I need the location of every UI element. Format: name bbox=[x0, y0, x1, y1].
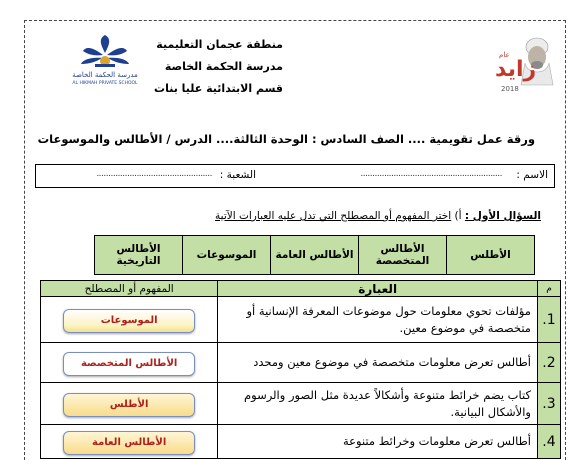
school-name: مدرسة الحكمة الخاصة bbox=[164, 60, 283, 73]
answer-box[interactable]: الأطالس المتخصصة bbox=[63, 352, 195, 376]
student-info-box bbox=[35, 164, 555, 188]
row-number: 2. bbox=[537, 343, 560, 383]
row-statement: أطالس تعرض معلومات متخصصة في موضوع معين ومحدد bbox=[218, 343, 538, 383]
answer-cell bbox=[41, 383, 218, 425]
row-statement: مؤلفات تحوي معلومات حول موضوعات المعرفة الإنسانية أو متخصصة في موضوع معين. bbox=[218, 297, 538, 343]
question-line bbox=[165, 210, 541, 222]
question-label: السؤال الأول : bbox=[464, 210, 541, 222]
word-bank-item: الأطلس bbox=[446, 236, 534, 274]
year-of-zayed-logo bbox=[497, 29, 561, 95]
answer-box[interactable]: الموسوعات bbox=[63, 309, 195, 333]
header-num: م bbox=[537, 281, 560, 297]
zayed-small-word: عام bbox=[499, 51, 510, 59]
table-row bbox=[41, 297, 561, 343]
answer-cell bbox=[41, 425, 218, 459]
page-title: ورقة عمل تقويمية .... الصف السادس : الوحدة الثالثة.... الدرس / الأطالس والموسوعات bbox=[37, 132, 535, 146]
row-number: 3. bbox=[537, 383, 560, 425]
department-name: قسم الابتدائية عليا بنات bbox=[154, 82, 283, 95]
table-row bbox=[41, 425, 561, 459]
question-instruction: اختر المفهوم أو المصطلح التي تدل عليه العبارات الآتية bbox=[215, 210, 452, 222]
word-bank bbox=[94, 235, 535, 275]
school-logo-english: AL HIKMAH PRIVATE SCHOOL bbox=[72, 81, 138, 86]
word-bank-item: الأطالس العامة bbox=[270, 236, 358, 274]
zayed-year: 2018 bbox=[501, 85, 519, 93]
header-term: المفهوم أو المصطلح bbox=[41, 281, 218, 297]
word-bank-item: الأطالس المتخصصة bbox=[358, 236, 446, 274]
region-name: منطقة عجمان التعليمية bbox=[156, 38, 283, 51]
row-number: 4. bbox=[537, 425, 560, 459]
table-row bbox=[41, 383, 561, 425]
section-label: الشعبة : bbox=[219, 169, 256, 181]
name-label: الاسم : bbox=[516, 169, 548, 181]
table-header-row bbox=[41, 281, 561, 297]
name-field[interactable]: ............................................................ bbox=[360, 169, 502, 179]
school-logo-arabic: مدرسة الحكمة الخاصة bbox=[72, 71, 138, 79]
row-number: 1. bbox=[537, 297, 560, 343]
worksheet-page bbox=[24, 20, 566, 460]
table-row bbox=[41, 343, 561, 383]
answer-cell bbox=[41, 297, 218, 343]
word-bank-item: الأطالس التاريخية bbox=[95, 236, 182, 274]
zayed-word: زايد bbox=[495, 57, 537, 82]
row-statement: أطالس تعرض معلومات وخرائط متنوعة bbox=[218, 425, 538, 459]
questions-table bbox=[40, 280, 561, 459]
question-part: أ) bbox=[454, 210, 462, 222]
header-statement: العبارة bbox=[218, 281, 538, 297]
answer-box[interactable]: الأطالس العامة bbox=[63, 431, 195, 455]
section-field[interactable]: ................................................. bbox=[96, 169, 212, 179]
answer-cell bbox=[41, 343, 218, 383]
answer-box[interactable]: الأطلس bbox=[63, 393, 195, 417]
word-bank-item: الموسوعات bbox=[182, 236, 270, 274]
row-statement: كتاب يضم خرائط متنوعة وأشكالاً عديدة مثل الصور والرسوم والأشكال البيانية. bbox=[218, 383, 538, 425]
